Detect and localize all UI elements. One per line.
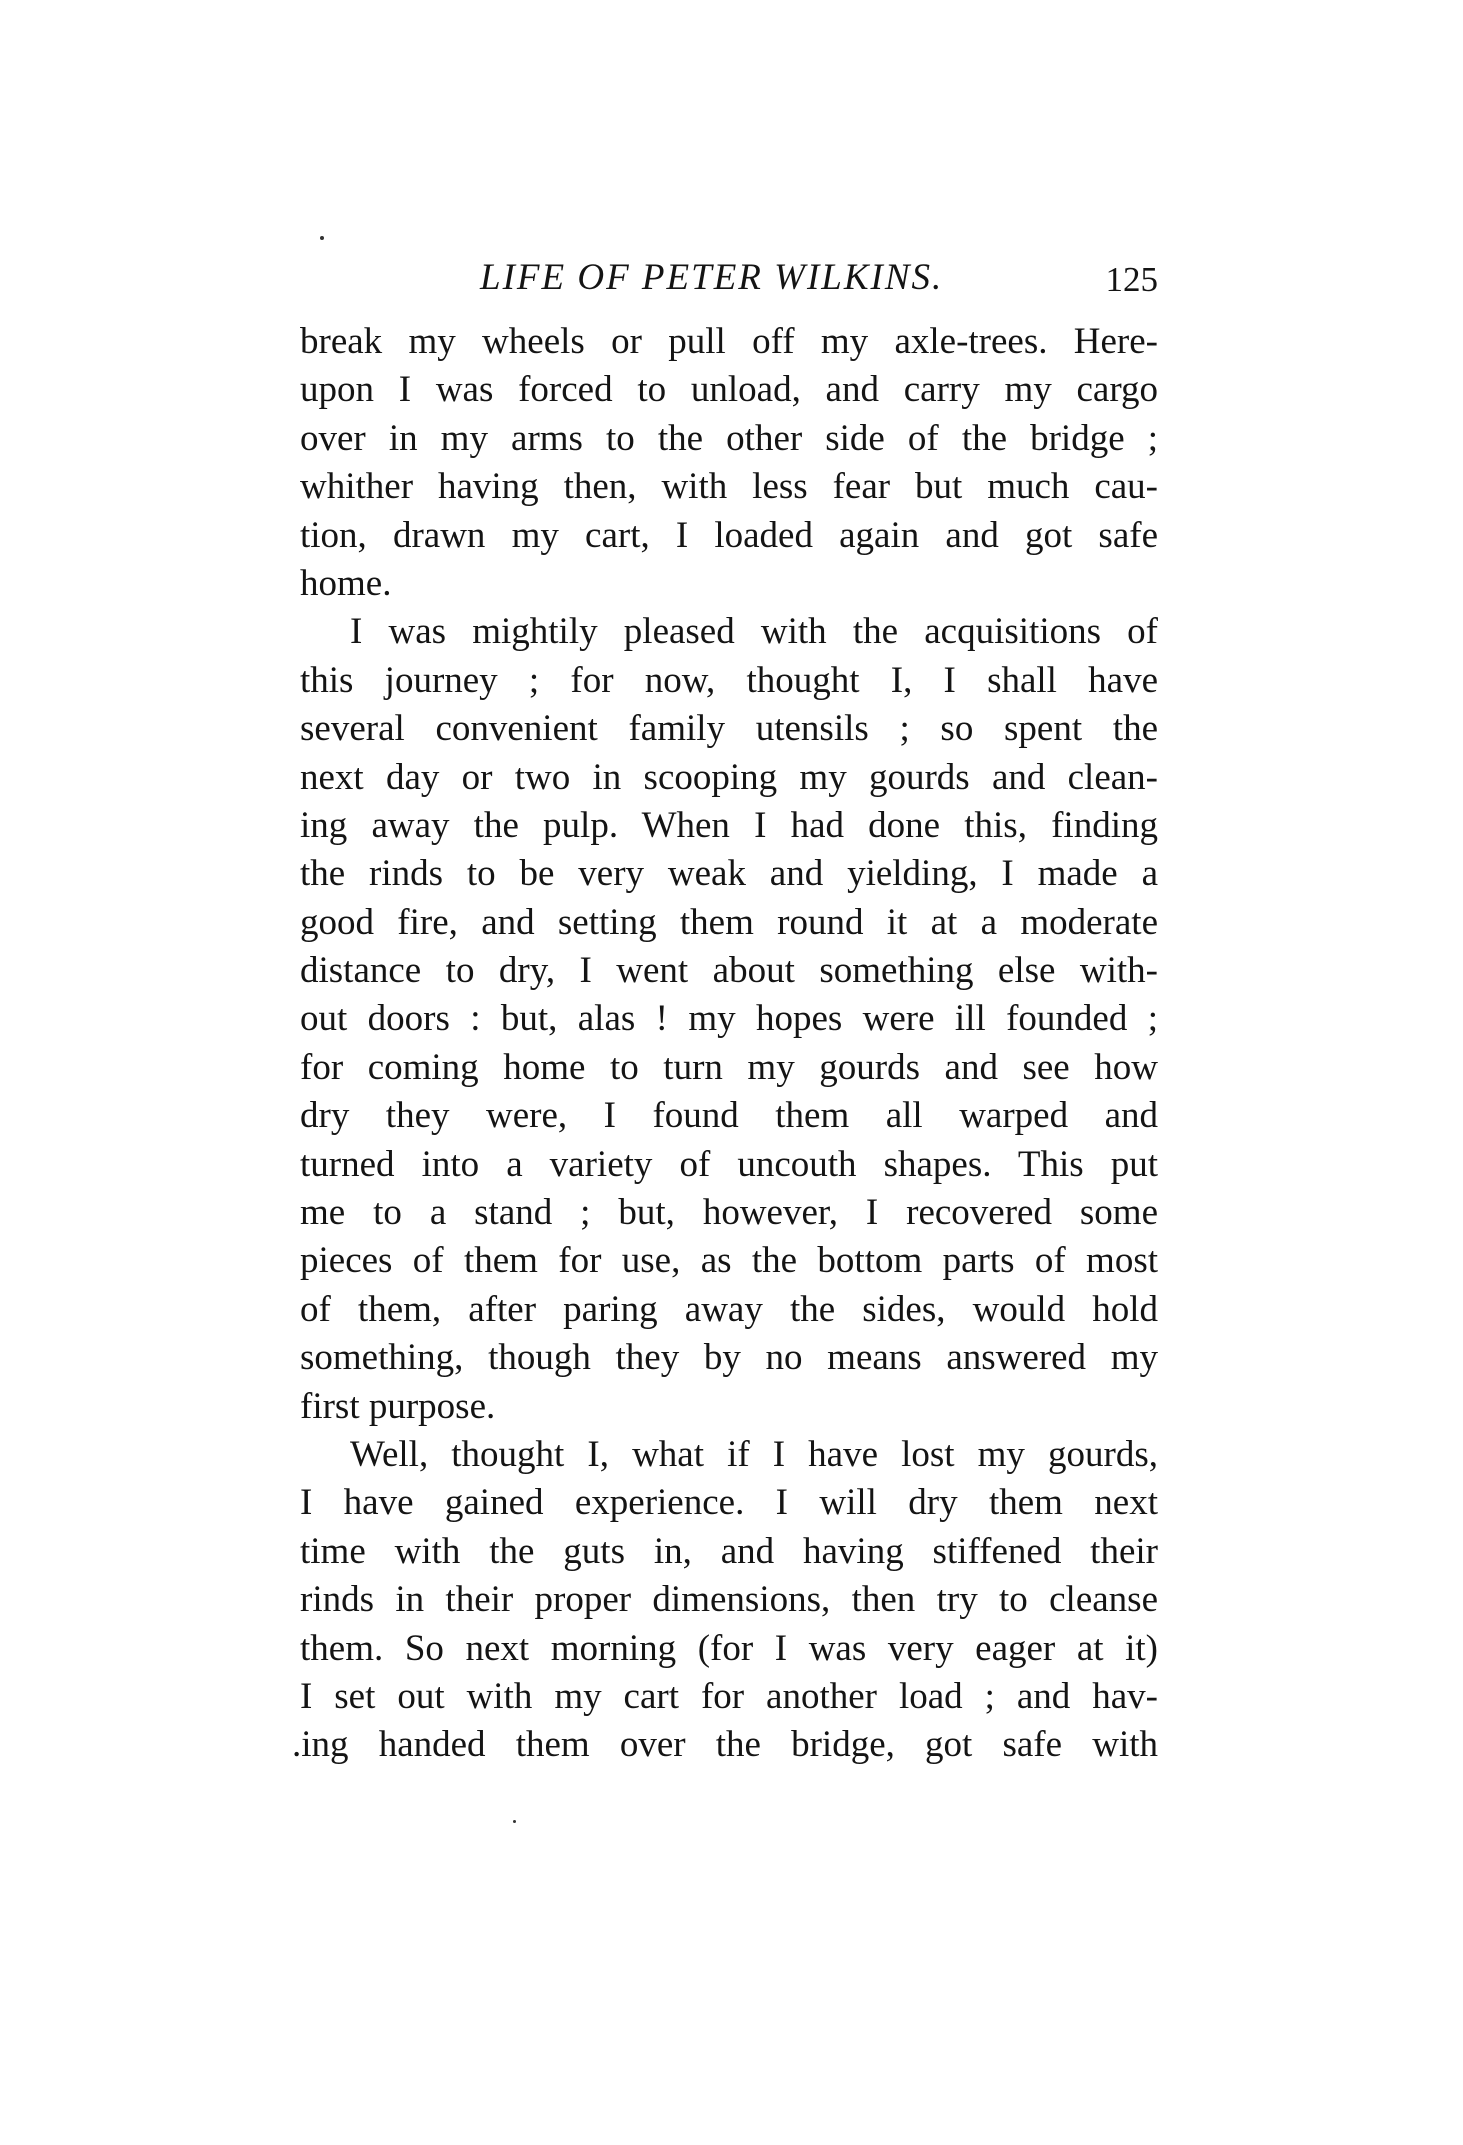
paragraph-start: Well, thought I, what if I have lost my gourds,	[350, 1433, 1158, 1475]
text-line: the rinds to be very weak and yielding, I made a	[300, 853, 1158, 895]
text-line: rinds in their proper dimensions, then try to cleanse	[300, 1579, 1158, 1621]
page-header	[300, 252, 1158, 304]
text-line: them. So next morning (for I was very eager at it)	[300, 1627, 1158, 1669]
text-line: over in my arms to the other side of the bridge ;	[300, 417, 1158, 459]
text-line: whither having then, with less fear but much cau-	[300, 466, 1158, 508]
text-line: ing away the pulp. When I had done this, finding	[300, 804, 1158, 846]
text-line: home.	[300, 562, 392, 604]
text-line: I have gained experience. I will dry them next	[300, 1482, 1158, 1524]
text-line: next day or two in scooping my gourds and clean-	[300, 756, 1158, 798]
text-line: dry they were, I found them all warped and	[300, 1095, 1158, 1137]
page-number: 125	[1105, 260, 1158, 299]
text-line: several convenient family utensils ; so spent the	[300, 708, 1158, 750]
text-line: break my wheels or pull off my axle-trees. Here-	[300, 321, 1158, 362]
text-line: me to a stand ; but, however, I recovered some	[300, 1192, 1158, 1234]
text-line: of them, after paring away the sides, would hold	[300, 1288, 1158, 1330]
text-line: pieces of them for use, as the bottom parts of most	[300, 1240, 1158, 1282]
body-text	[292, 318, 1158, 1770]
text-line: distance to dry, I went about something else with-	[300, 950, 1158, 992]
print-speck	[320, 236, 324, 240]
text-line: first purpose.	[300, 1385, 496, 1427]
text-line: I set out with my cart for another load ; and hav-	[300, 1675, 1158, 1717]
text-line: tion, drawn my cart, I loaded again and got safe	[300, 514, 1158, 556]
text-line: upon I was forced to unload, and carry my cargo	[300, 369, 1158, 411]
text-line: good fire, and setting them round it at a moderate	[300, 901, 1158, 943]
text-line: .ing handed them over the bridge, got safe with	[292, 1724, 1158, 1766]
text-line: for coming home to turn my gourds and see how	[300, 1046, 1158, 1088]
text-line: this journey ; for now, thought I, I shall have	[300, 659, 1158, 701]
print-speck	[513, 1820, 516, 1823]
paragraph-start: I was mightily pleased with the acquisitions of	[350, 611, 1158, 653]
text-line: turned into a variety of uncouth shapes. This put	[300, 1143, 1158, 1185]
text-line: time with the guts in, and having stiffened their	[300, 1530, 1158, 1572]
text-line: out doors : but, alas ! my hopes were ill founded ;	[300, 998, 1158, 1040]
text-line: something, though they by no means answered my	[300, 1337, 1158, 1379]
running-title: LIFE OF PETER WILKINS.	[480, 257, 944, 298]
